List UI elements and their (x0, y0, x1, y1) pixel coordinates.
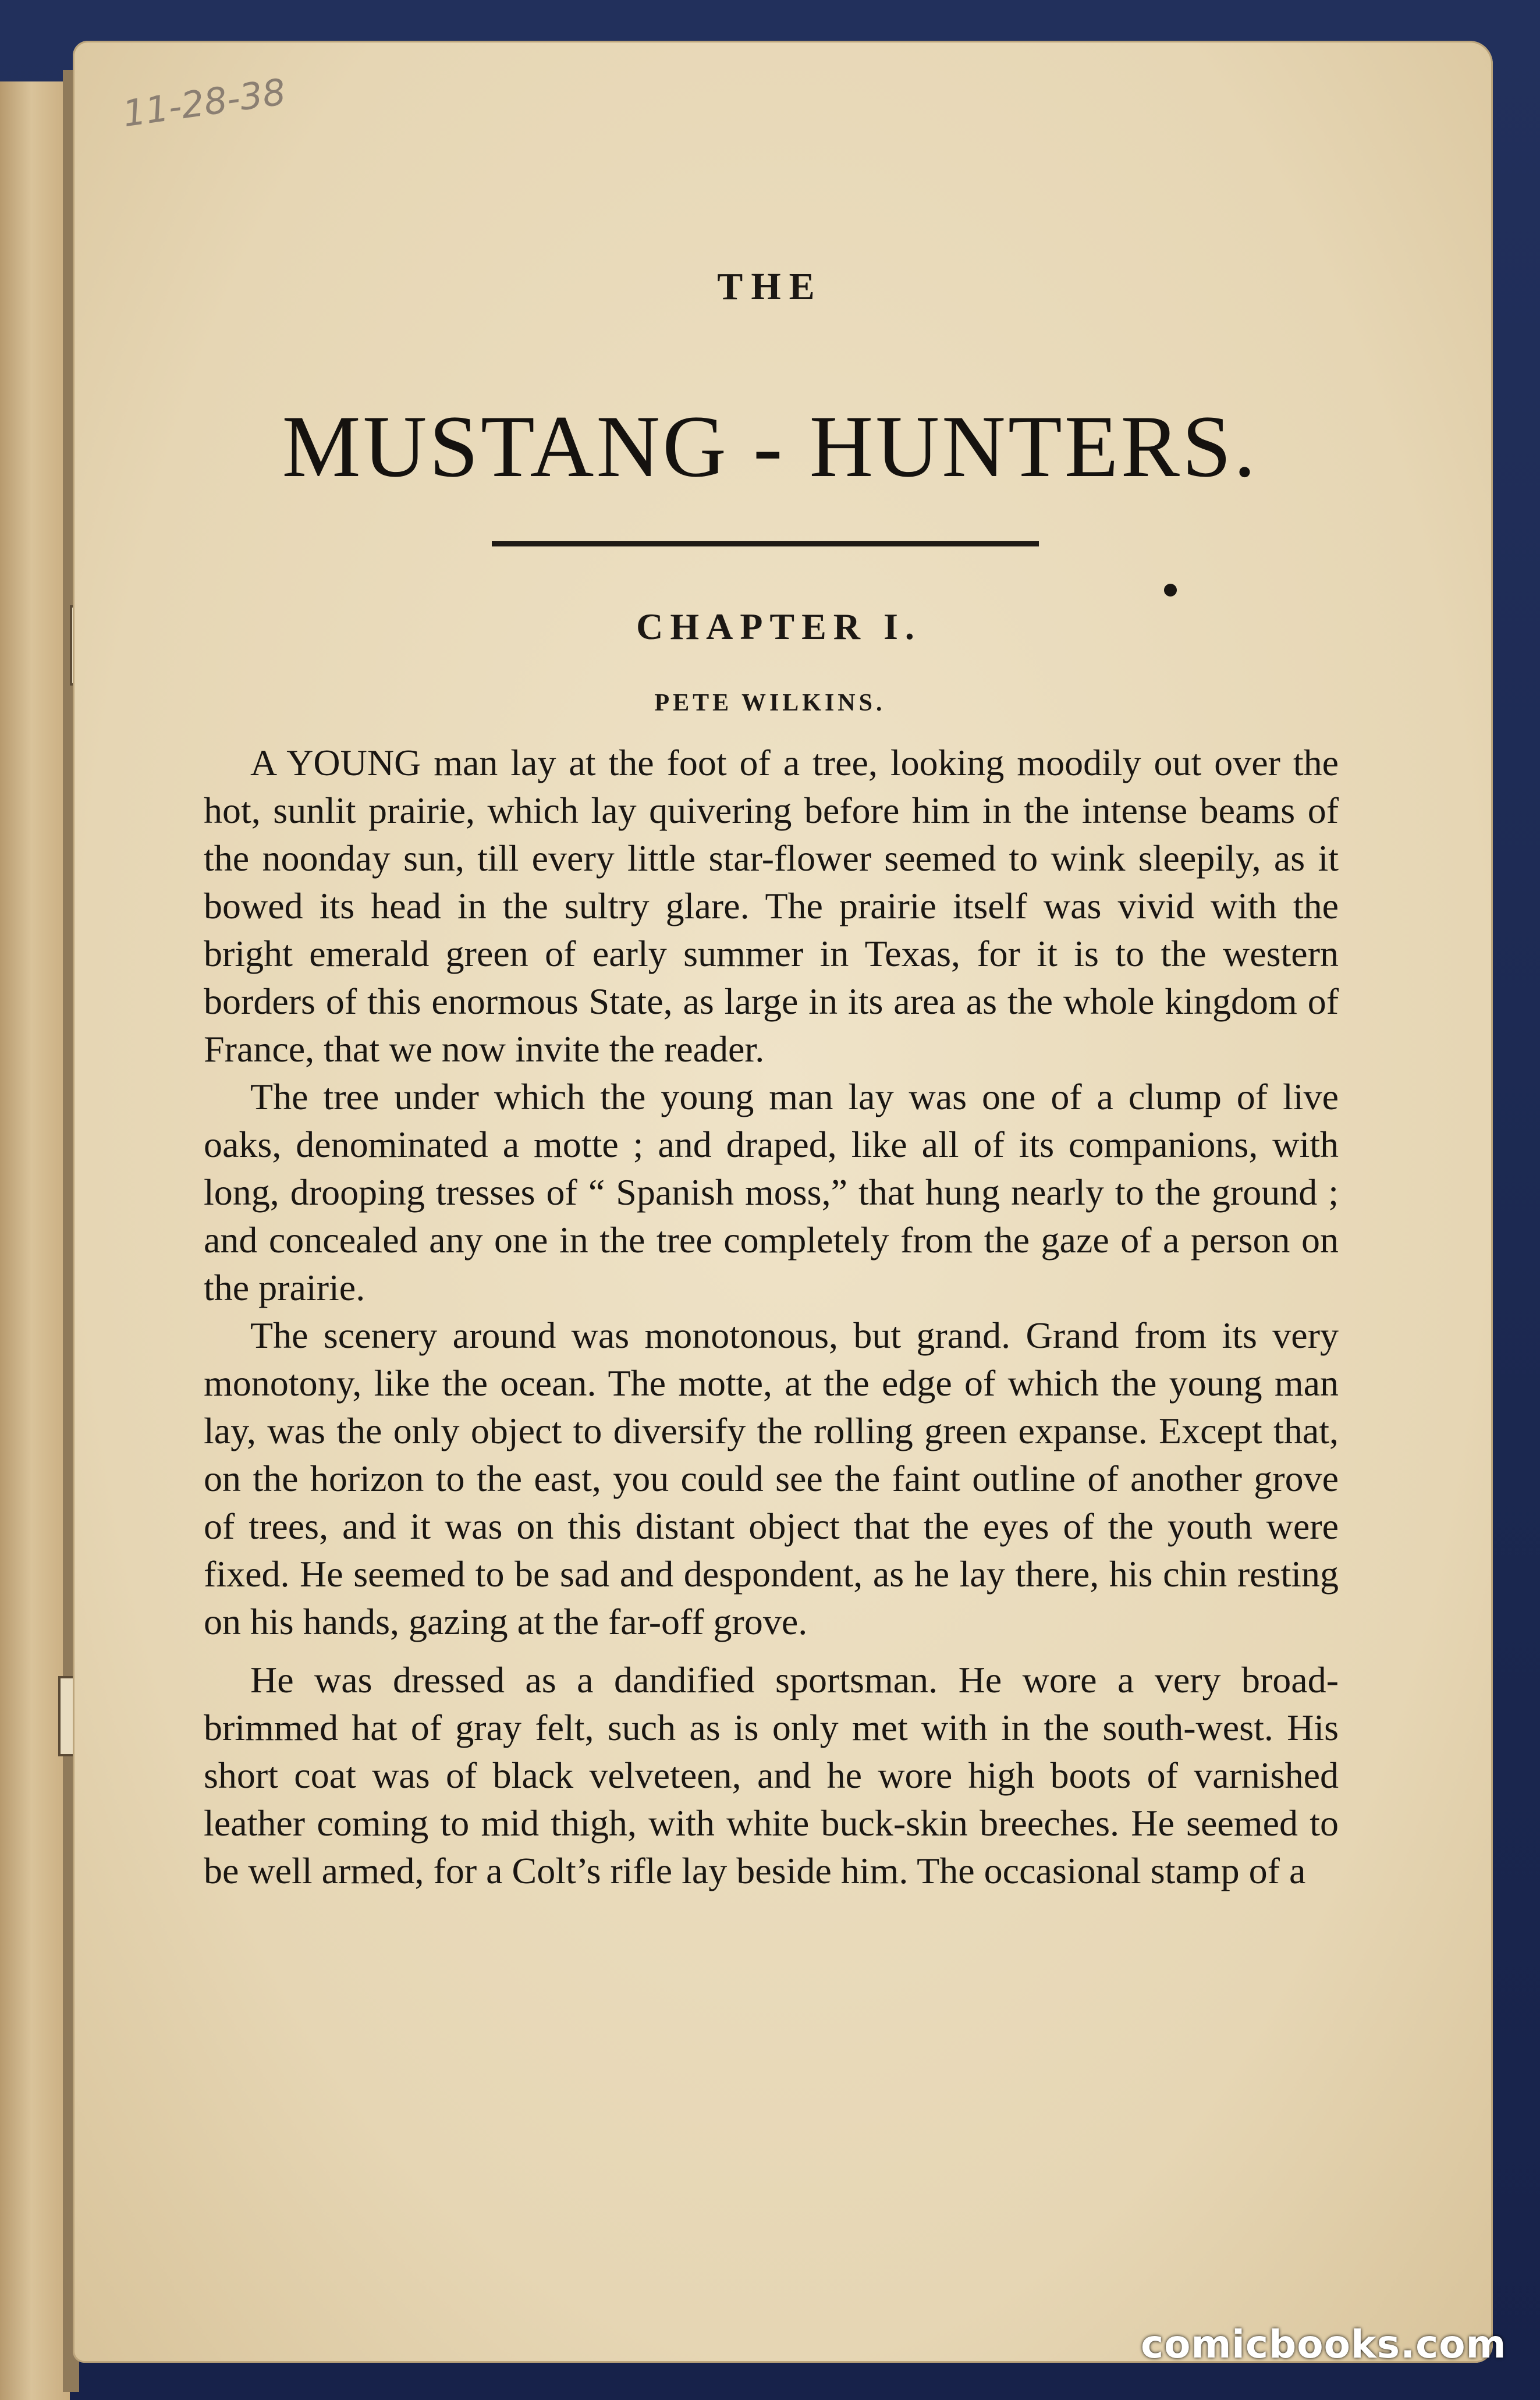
body-text (204, 739, 1339, 1895)
paragraph: A YOUNG man lay at the foot of a tree, looking moodily out over the hot, sunlit prairie, which lay quivering before him in the intense beams of the noonday sun, till every little star-flower seemed to wink sleepily, as it bowed its head in the sultry glare. The prairie itself was vivid with the bright emerald green of early summer in Texas, for it is to the western borders of this enormous State, as large in its area as the whole kingdom of France, that we now invite the reader. (204, 742, 1339, 1070)
book-title: MUSTANG - HUNTERS. (282, 397, 1258, 495)
paragraph: The tree under which the young man lay was one of a clump of live oaks, denominated a motte ; and draped, like all of its companions, with long, drooping tresses of “ Spanish moss,” that hung nearly to the ground ; and concealed any one in the tree completely from the gaze of a person on the prairie. (204, 1076, 1339, 1308)
chapter-subheading: PETE WILKINS. (654, 690, 886, 716)
pencil-note: 11-28-38 (120, 70, 289, 136)
ink-dot (1164, 584, 1177, 597)
title-prefix: THE (717, 265, 823, 308)
watermark: comicbooks.com (1141, 2322, 1507, 2367)
chapter-heading: CHAPTER I. (636, 606, 921, 647)
paragraph: He was dressed as a dandified sportsman. He wore a very broad-brimmed hat of gray felt, such as is only met with in the south-west. His short coat was of black velveteen, and he wore high boots of varnished leather coming to mid thigh, with white buck-skin breeches. He seemed to be well armed, for a Colt’s rifle lay beside him. The occasional stamp of a (204, 1659, 1339, 1891)
title-rule (492, 541, 1039, 546)
paragraph: The scenery around was monotonous, but grand. Grand from its very monotony, like the ocean. The motte, at the edge of which the young man lay, was the only object to diversify the rolling green expanse. Except that, on the horizon to the east, you could see the faint outline of another grove of trees, and it was on this distant object that the eyes of the youth were fixed. He seemed to be sad and despondent, as he lay there, his chin resting on his hands, gazing at the far-off grove. (204, 1315, 1339, 1642)
